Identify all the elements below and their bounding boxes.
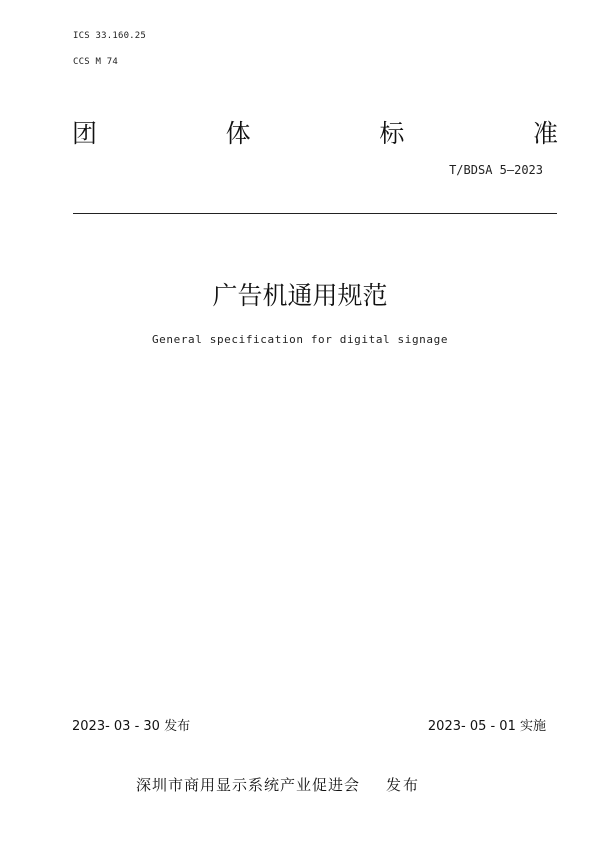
issue-date: 2023- 03 - 30 发布: [72, 719, 191, 734]
ics-code: ICS 33.160.25: [73, 31, 147, 41]
implementation-date: 2023- 05 - 01 实施: [427, 719, 546, 734]
document-title-english: General specification for digital signage: [151, 333, 449, 346]
ccs-code: CCS M 74: [73, 57, 118, 67]
standard-type-char: 体: [225, 119, 251, 148]
standard-number: T/BDSA 5—2023: [449, 163, 543, 177]
standard-type-char: 标: [379, 119, 405, 148]
standard-type-heading: [72, 114, 558, 150]
standard-type-char: 团: [72, 119, 98, 148]
standard-type-char: 准: [532, 119, 558, 148]
publisher-line: [136, 774, 420, 795]
header-divider: [73, 213, 557, 214]
document-title-chinese: 广告机通用规范: [212, 281, 388, 310]
publisher-organization: 深圳市商用显示系统产业促进会: [136, 776, 361, 794]
publisher-action: 发布: [386, 776, 421, 794]
